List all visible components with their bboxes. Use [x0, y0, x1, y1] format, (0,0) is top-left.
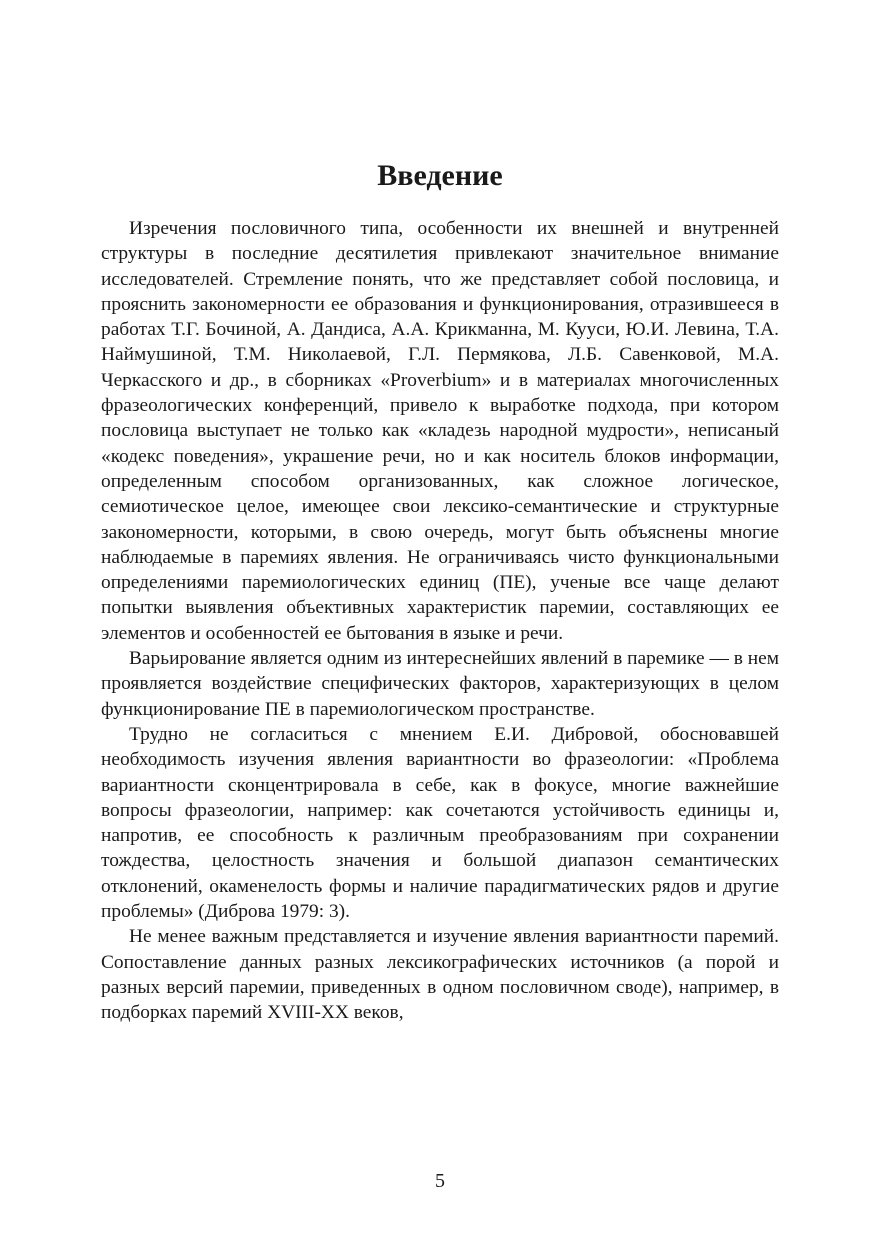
page-title: Введение	[377, 159, 503, 192]
page-number: 5	[435, 1170, 445, 1192]
paragraph-2: Варьирование является одним из интереснейших явлений в паремике — в нем проявляется воздействие специфических факторов, характеризующих в целом функционирование ПЕ в паремиологическом пространстве.	[101, 648, 779, 720]
paragraph-1: Изречения пословичного типа, особенности их внешней и внутренней структуры в последние десятилетия привлекают значительное внимание исследователей. Стремление понять, что же представляет собой пословица, и прояснить закономерности ее образования и функционирования, отразившееся в работах Т.Г. Бочиной, А. Дандиса, А.А. Крикманна, М. Кууси, Ю.И. Левина, Т.А. Наймушиной, Т.М. Николаевой, Г.Л. Пермякова, Л.Б. Савенковой, М.А. Черкасского и др., в сборниках «Proverbium» и в материалах многочисленных фразеологических конференций, привело к выработке подхода, при котором пословица выступает не только как «кладезь народной мудрости», неписаный «кодекс поведения», украшение речи, но и как носитель блоков информации, определенным способом организованных, как сложное логическое, семиотическое целое, имеющее свои лексико-семантические и структурные закономерности, которыми, в свою очередь, могут быть объяснены многие наблюдаемые в паремиях явления. Не ограничиваясь чисто функциональными определениями паремиологических единиц (ПЕ), ученые все чаще делают попытки выявления объективных характеристик паремии, составляющих ее элементов и особенностей ее бытования в языке и речи.	[101, 218, 779, 644]
paragraph-4: Не менее важным представляется и изучение явления вариантности паремий. Сопоставление данных разных лексикографических источников (а порой и разных версий паремии, приведенных в одном пословичном своде), например, в подборках паремий XVIII-XX веков,	[101, 926, 779, 1024]
body-text	[101, 216, 779, 1026]
paragraph-3: Трудно не согласиться с мнением Е.И. Дибровой, обосновавшей необходимость изучения явления вариантности во фразеологии: «Проблема вариантности сконцентрировала в себе, как в фокусе, многие важнейшие вопросы фразеологии, например: как сочетаются устойчивость единицы и, напротив, ее способность к различным преобразованиям при сохранении тождества, целостность значения и большой диапазон семантических отклонений, окаменелость формы и наличие парадигматических рядов и другие проблемы» (Диброва 1979: 3).	[101, 723, 779, 923]
